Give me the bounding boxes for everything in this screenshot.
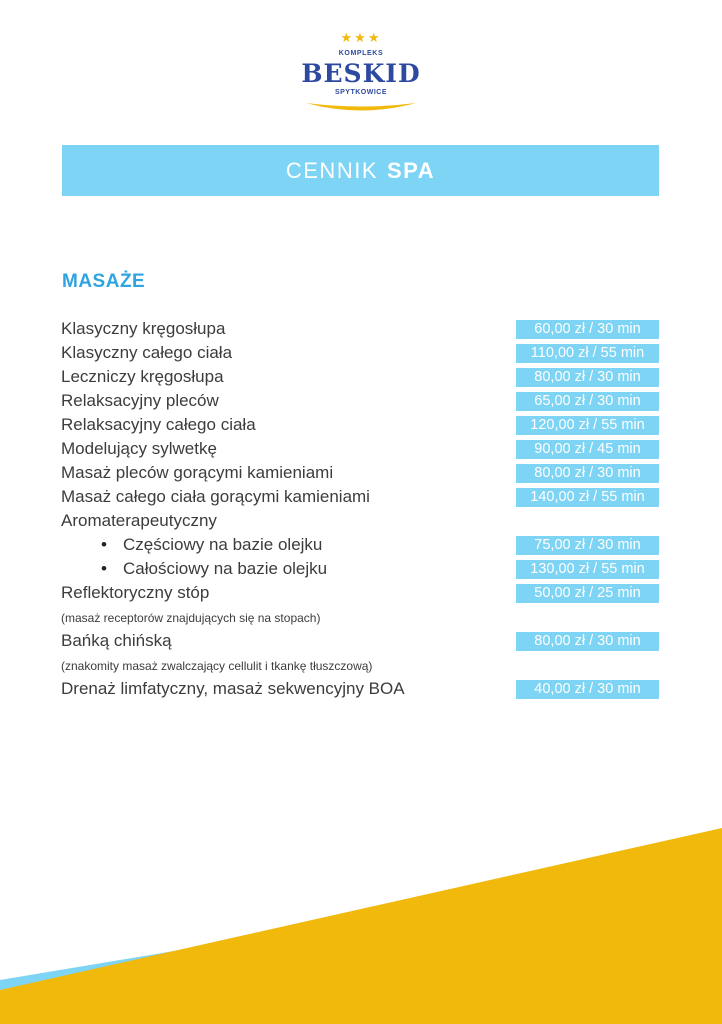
- price-row: [61, 581, 659, 605]
- bullet-icon: •: [101, 535, 107, 554]
- price-badge: 40,00 zł / 30 min: [516, 680, 659, 699]
- price-row: [61, 389, 659, 413]
- footer-decoration: [0, 820, 722, 1024]
- service-name: Masaż całego ciała gorącymi kamieniami: [61, 487, 370, 506]
- price-row-heading: [61, 509, 659, 533]
- price-badge: 75,00 zł / 30 min: [516, 536, 659, 555]
- service-note: (masaż receptorów znajdujących się na stopach): [61, 611, 321, 625]
- price-badge: 65,00 zł / 30 min: [516, 392, 659, 411]
- logo-name: BESKID: [301, 59, 421, 88]
- logo-swoosh-icon: [296, 96, 426, 114]
- price-row: [61, 317, 659, 341]
- price-row: [61, 677, 659, 701]
- banner-title-light: CENNIK: [285, 157, 378, 183]
- price-row: [61, 485, 659, 509]
- service-name: Relaksacyjny całego ciała: [61, 415, 256, 434]
- price-row: [61, 629, 659, 653]
- service-name: Aromaterapeutyczny: [61, 511, 217, 530]
- service-name: Drenaż limfatyczny, masaż sekwencyjny BOA: [61, 679, 405, 698]
- price-badge: 80,00 zł / 30 min: [516, 464, 659, 483]
- section-title: MASAŻE: [62, 271, 146, 292]
- bullet-icon: •: [101, 559, 107, 578]
- price-badge: 130,00 zł / 55 min: [516, 560, 659, 579]
- service-name: Częściowy na bazie olejku: [123, 535, 323, 554]
- price-badge: 140,00 zł / 55 min: [516, 488, 659, 507]
- price-row: [61, 533, 659, 557]
- price-row: [61, 461, 659, 485]
- price-badge: 90,00 zł / 45 min: [516, 440, 659, 459]
- service-name: Reflektoryczny stóp: [61, 583, 210, 602]
- price-row: [61, 437, 659, 461]
- logo-stars-icon: ★★★: [340, 30, 382, 45]
- service-name: Relaksacyjny pleców: [61, 391, 219, 410]
- price-badge: 80,00 zł / 30 min: [516, 368, 659, 387]
- price-badge: 110,00 zł / 55 min: [516, 344, 659, 363]
- price-badge: 80,00 zł / 30 min: [516, 632, 659, 651]
- service-name: Masaż pleców gorącymi kamieniami: [61, 463, 334, 482]
- service-note: (znakomity masaż zwalczający cellulit i tkankę tłuszczową): [61, 659, 373, 673]
- banner-title-bold: SPA: [387, 157, 436, 183]
- price-row: [61, 341, 659, 365]
- service-name: Modelujący sylwetkę: [61, 439, 217, 458]
- price-badge: 120,00 zł / 55 min: [516, 416, 659, 435]
- logo-kompleks-text: KOMPLEKS: [338, 50, 384, 57]
- price-row: [61, 365, 659, 389]
- price-row: [61, 413, 659, 437]
- page-title-banner: [62, 145, 659, 196]
- service-name: Bańką chińską: [61, 631, 172, 650]
- service-name: Całościowy na bazie olejku: [123, 559, 328, 578]
- logo: [296, 30, 426, 120]
- service-name: Leczniczy kręgosłupa: [61, 367, 224, 386]
- price-row: [61, 557, 659, 581]
- price-badge: 50,00 zł / 25 min: [516, 584, 659, 603]
- logo-city: SPYTKOWICE: [334, 89, 388, 96]
- service-name: Klasyczny całego ciała: [61, 343, 233, 362]
- service-name: Klasyczny kręgosłupa: [61, 319, 226, 338]
- price-badge: 60,00 zł / 30 min: [516, 320, 659, 339]
